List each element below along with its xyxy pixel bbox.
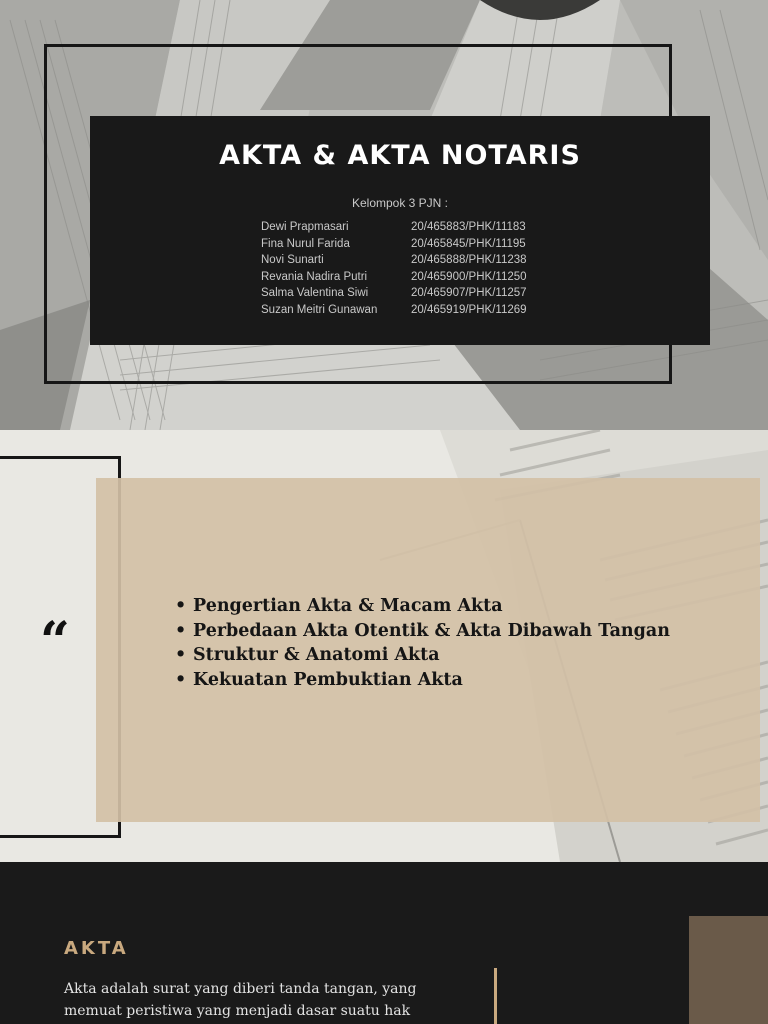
bullet-icon: • (175, 645, 187, 665)
member-row (261, 221, 571, 238)
member-id: 20/465907/PHK/11257 (411, 287, 527, 299)
topic-label: Pengertian Akta & Macam Akta (193, 596, 503, 616)
member-name: Fina Nurul Farida (261, 237, 350, 250)
member-row (261, 238, 571, 255)
topic-label: Kekuatan Pembuktian Akta (193, 669, 463, 690)
decorative-block (689, 916, 768, 1024)
member-name: Revania Nadira Putri (261, 270, 368, 283)
member-row (261, 254, 571, 271)
list-item (175, 594, 670, 619)
bullet-icon: • (175, 596, 187, 616)
member-row (261, 287, 571, 304)
member-name: Dewi Prapmasari (261, 221, 349, 233)
member-name: Novi Sunarti (261, 254, 324, 266)
member-row (261, 271, 571, 288)
member-id: 20/465845/PHK/11195 (411, 237, 526, 250)
bullet-icon: • (175, 669, 187, 690)
list-item (175, 619, 670, 644)
outline-slide (0, 430, 768, 862)
bullet-icon: • (175, 620, 187, 641)
list-item (175, 668, 670, 693)
accent-divider (494, 968, 497, 1024)
topic-list (175, 594, 670, 692)
definition-text: Akta adalah surat yang diberi tanda tangan, yang memuat peristiwa yang menjadi dasar suatu hak (64, 981, 417, 1019)
member-row (261, 304, 571, 321)
member-id: 20/465919/PHK/11269 (411, 303, 527, 316)
title-box (90, 116, 710, 345)
member-id: 20/465900/PHK/11250 (411, 270, 527, 283)
topic-label: Struktur & Anatomi Akta (193, 645, 440, 665)
section-heading: AKTA (64, 938, 129, 959)
member-list (261, 221, 571, 320)
member-name: Suzan Meitri Gunawan (261, 303, 378, 316)
title-slide (0, 0, 768, 430)
presentation-title: AKTA & AKTA NOTARIS (219, 140, 581, 171)
member-id: 20/465883/PHK/11183 (411, 221, 526, 233)
quote-mark-icon: “ (40, 611, 70, 672)
member-id: 20/465888/PHK/11238 (411, 254, 527, 266)
topic-label: Perbedaan Akta Otentik & Akta Dibawah Tangan (193, 620, 670, 641)
group-label: Kelompok 3 PJN : (351, 196, 449, 210)
definition-slide (0, 862, 768, 1024)
member-name: Salma Valentina Siwi (261, 287, 369, 299)
list-item (175, 643, 670, 668)
